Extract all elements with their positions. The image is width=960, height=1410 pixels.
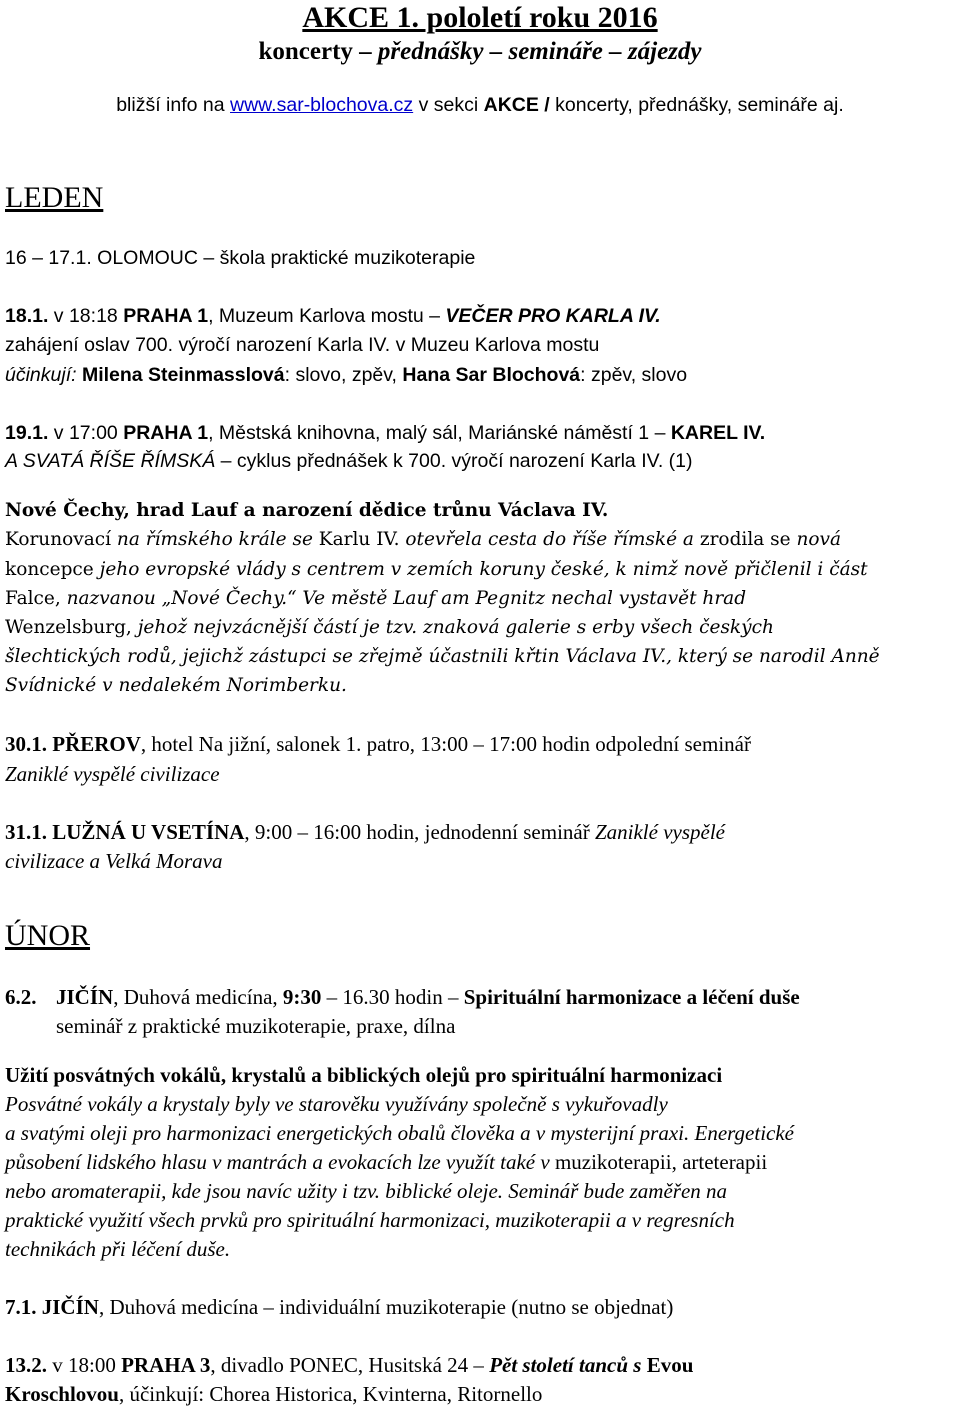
- event-line: 19.1. v 17:00 PRAHA 1, Městská knihovna, malý sál, Mariánské náměstí 1 – KAREL IV.: [5, 422, 766, 444]
- paragraph-line: a svatými oleji pro harmonizaci energetických obalů člověka a v mysterijní praxi. Energetické: [5, 1121, 795, 1145]
- event-line: 18.1. v 18:18 PRAHA 1, Muzeum Karlova mostu – VEČER PRO KARLA IV.: [5, 305, 661, 327]
- paragraph-line: Falce, nazvanou „Nové Čechy.“ Ve městě Lauf am Pegnitz nechal vystavět hrad: [5, 588, 747, 609]
- paragraph-line: šlechtických rodů, jejichž zástupci se zřejmě účastnili křtin Václava IV., který se narodil Anně: [5, 646, 880, 667]
- info-line: bližší info na www.sar-blochova.cz v sekci AKCE / koncerty, přednášky, semináře aj.: [116, 94, 844, 116]
- event-line: Zaniklé vyspělé civilizace: [5, 762, 220, 786]
- page-title: AKCE 1. pololetí roku 2016: [302, 1, 658, 34]
- month-heading-leden: LEDEN: [5, 181, 104, 214]
- event-line: 6.2.: [5, 985, 37, 1009]
- event-line: Kroschlovou, účinkují: Chorea Historica, Kvinterna, Ritornello: [5, 1382, 543, 1406]
- paragraph-line: praktické využití všech prvků pro spirituální harmonizaci, muzikoterapii a v regresních: [5, 1208, 735, 1232]
- paragraph-line: technikách při léčení duše.: [5, 1237, 231, 1261]
- event-jicin-individual: 7.1. JIČÍN, Duhová medicína – individuální muzikoterapie (nutno se objednat): [5, 1295, 674, 1319]
- description-title: Užití posvátných vokálů, krystalů a biblických olejů pro spirituální harmonizaci: [5, 1063, 723, 1087]
- lecture-subtitle: Nové Čechy, hrad Lauf a narození dědice trůnu Václava IV.: [5, 500, 609, 521]
- event-line: civilizace a Velká Morava: [5, 849, 223, 873]
- paragraph-line: nebo aromaterapii, kde jsou navíc užity i tzv. biblické oleje. Seminář bude zaměřen na: [5, 1179, 728, 1203]
- month-heading-unor: ÚNOR: [5, 919, 91, 952]
- website-link[interactable]: www.sar-blochova.cz: [230, 94, 414, 116]
- event-line: seminář z praktické muzikoterapie, praxe, dílna: [56, 1014, 456, 1038]
- paragraph-line: koncepce jeho evropské vlády s centrem v zemích koruny české, k nimž nově přičlenil i část: [5, 559, 868, 580]
- paragraph-line: Wenzelsburg, jehož nejvzácnější částí je tzv. znaková galerie s erby všech českých: [5, 617, 774, 638]
- paragraph-line: působení lidského hlasu v mantrách a evokacích lze využít také v muzikoterapii, arteterapii: [5, 1150, 768, 1174]
- event-line: zahájení oslav 700. výročí narození Karla IV. v Muzeu Karlova mostu: [5, 334, 600, 356]
- paragraph-line: Svídnické v nedalekém Norimberku.: [5, 675, 347, 696]
- event-line: JIČÍN, Duhová medicína, 9:30 – 16.30 hodin – Spirituální harmonizace a léčení duše: [56, 985, 800, 1009]
- event-line: účinkují: Milena Steinmasslová: slovo, zpěv, Hana Sar Blochová: zpěv, slovo: [5, 364, 688, 386]
- event-line: 30.1. PŘEROV, hotel Na jižní, salonek 1. patro, 13:00 – 17:00 hodin odpolední seminář: [5, 732, 751, 756]
- event-olomouc: 16 – 17.1. OLOMOUC – škola praktické muzikoterapie: [5, 247, 476, 269]
- event-line: A SVATÁ ŘÍŠE ŘÍMSKÁ – cyklus přednášek k 700. výročí narození Karla IV. (1): [5, 450, 693, 472]
- paragraph-line: Korunovací na římského krále se Karlu IV. otevřela cesta do říše římské a zrodila se nová: [5, 529, 842, 550]
- event-line: 31.1. LUŽNÁ U VSETÍNA, 9:00 – 16:00 hodin, jednodenní seminář Zaniklé vyspělé: [5, 820, 725, 844]
- paragraph-line: Posvátné vokály a krystaly byly ve starověku využívány společně s vykuřovadly: [5, 1092, 668, 1116]
- page-subtitle: koncerty – přednášky – semináře – zájezdy: [258, 38, 702, 65]
- event-line: 13.2. v 18:00 PRAHA 3, divadlo PONEC, Husitská 24 – Pět století tanců s Evou: [5, 1353, 694, 1377]
